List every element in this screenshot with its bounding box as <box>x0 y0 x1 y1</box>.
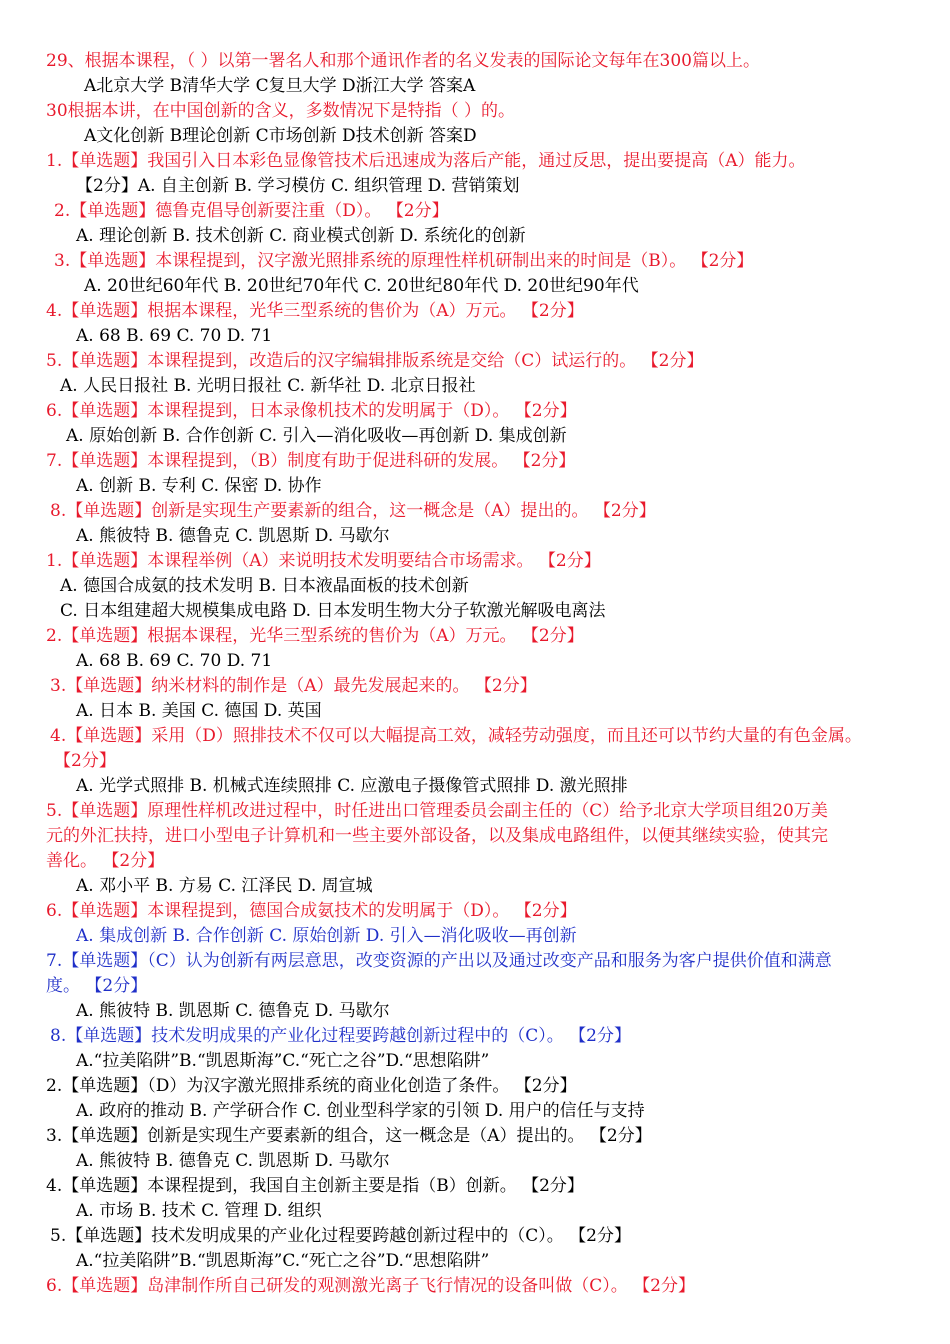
question-line: 4.【单选题】根据本课程，光华三型系统的售价为（A）万元。 【2分】 <box>46 301 584 321</box>
options-line: C. 日本组建超大规模集成电路 D. 日本发明生物大分子软激光解吸电离法 <box>60 601 606 621</box>
question-line: 2.【单选题】（D）为汉字激光照排系统的商业化创造了条件。 【2分】 <box>46 1076 577 1096</box>
question-line: 8.【单选题】技术发明成果的产业化过程要跨越创新过程中的（C）。 【2分】 <box>50 1026 631 1046</box>
question-line: 元的外汇扶持，进口小型电子计算机和一些主要外部设备，以及集成电路组件，以便其继续实验，使其完 <box>46 826 828 846</box>
options-line: A. 市场 B. 技术 C. 管理 D. 组织 <box>76 1201 322 1221</box>
options-line: A. 日本 B. 美国 C. 德国 D. 英国 <box>76 701 322 721</box>
question-line: 3.【单选题】创新是实现生产要素新的组合，这一概念是（A）提出的。 【2分】 <box>46 1126 652 1146</box>
question-line: 4.【单选题】本课程提到，我国自主创新主要是指（B）创新。 【2分】 <box>46 1176 584 1196</box>
options-line: A. 创新 B. 专利 C. 保密 D. 协作 <box>76 476 322 496</box>
question-line: 6.【单选题】岛津制作所自己研发的观测激光离子飞行情况的设备叫做（C）。 【2分】 <box>46 1276 695 1296</box>
question-line: 5.【单选题】本课程提到，改造后的汉字编辑排版系统是交给（C）试运行的。 【2分】 <box>46 351 704 371</box>
question-line: 5.【单选题】技术发明成果的产业化过程要跨越创新过程中的（C）。 【2分】 <box>50 1226 631 1246</box>
options-line: A. 20世纪60年代 B. 20世纪70年代 C. 20世纪80年代 D. 20世纪90年代 <box>84 276 639 296</box>
question-line: 7.【单选题】（C）认为创新有两层意思，改变资源的产出以及通过改变产品和服务为客户提供价值和满意 <box>46 951 832 971</box>
question-line: 度。 【2分】 <box>46 976 148 996</box>
options-line: A.“拉美陷阱”B.“凯恩斯海”C.“死亡之谷”D.“思想陷阱” <box>76 1051 490 1071</box>
question-line: 1.【单选题】我国引入日本彩色显像管技术后迅速成为落后产能，通过反思，提出要提高（A）能力。 <box>46 151 806 171</box>
question-line: 3.【单选题】纳米材料的制作是（A）最先发展起来的。 【2分】 <box>50 676 537 696</box>
question-line: 29、根据本课程，（ ）以第一署名人和那个通讯作者的名义发表的国际论文每年在300篇以上。 <box>46 51 760 71</box>
options-line: A. 人民日报社 B. 光明日报社 C. 新华社 D. 北京日报社 <box>60 376 476 396</box>
options-line: A. 熊彼特 B. 凯恩斯 C. 德鲁克 D. 马歇尔 <box>76 1001 390 1021</box>
options-line: A.“拉美陷阱”B.“凯恩斯海”C.“死亡之谷”D.“思想陷阱” <box>76 1251 490 1271</box>
options-line: A. 熊彼特 B. 德鲁克 C. 凯恩斯 D. 马歇尔 <box>76 526 390 546</box>
question-line: 3.【单选题】本课程提到，汉字激光照排系统的原理性样机研制出来的时间是（B）。 【2分】 <box>54 251 754 271</box>
options-line: A. 原始创新 B. 合作创新 C. 引入—消化吸收—再创新 D. 集成创新 <box>66 426 567 446</box>
question-line: 善化。 【2分】 <box>46 851 165 871</box>
question-line: 5.【单选题】原理性样机改进过程中，时任进出口管理委员会副主任的（C）给予北京大学项目组20万美 <box>46 801 828 821</box>
question-line: 30根据本讲，在中国创新的含义，多数情况下是特指（ ）的。 <box>46 101 516 121</box>
question-line: 6.【单选题】本课程提到，日本录像机技术的发明属于（D）。 【2分】 <box>46 401 577 421</box>
question-line: 6.【单选题】本课程提到，德国合成氨技术的发明属于（D）。 【2分】 <box>46 901 577 921</box>
options-line: A. 集成创新 B. 合作创新 C. 原始创新 D. 引入—消化吸收—再创新 <box>76 926 577 946</box>
score-line: 【2分】 <box>54 751 116 771</box>
question-line: 4.【单选题】采用（D）照排技术不仅可以大幅提高工效，减轻劳动强度，而且还可以节约大量的有色金属。 <box>50 726 862 746</box>
question-line: 7.【单选题】本课程提到，（B）制度有助于促进科研的发展。 【2分】 <box>46 451 576 471</box>
options-line: A. 邓小平 B. 方易 C. 江泽民 D. 周宣城 <box>76 876 373 896</box>
options-line: A文化创新 B理论创新 C市场创新 D技术创新 答案D <box>84 126 477 146</box>
question-line: 2.【单选题】德鲁克倡导创新要注重（D）。 【2分】 <box>54 201 449 221</box>
options-line: A. 68 B. 69 C. 70 D. 71 <box>76 651 273 671</box>
options-line: A. 政府的推动 B. 产学研合作 C. 创业型科学家的引领 D. 用户的信任与支持 <box>76 1101 645 1121</box>
question-line: 1.【单选题】本课程举例（A）来说明技术发明要结合市场需求。 【2分】 <box>46 551 601 571</box>
options-line: A. 光学式照排 B. 机械式连续照排 C. 应激电子摄像管式照排 D. 激光照排 <box>76 776 628 796</box>
options-line: A北京大学 B清华大学 C复旦大学 D浙江大学 答案A <box>84 76 476 96</box>
options-line: 【2分】A. 自主创新 B. 学习模仿 C. 组织管理 D. 营销策划 <box>76 176 520 196</box>
question-line: 2.【单选题】根据本课程，光华三型系统的售价为（A）万元。 【2分】 <box>46 626 584 646</box>
options-line: A. 理论创新 B. 技术创新 C. 商业模式创新 D. 系统化的创新 <box>76 226 526 246</box>
options-line: A. 68 B. 69 C. 70 D. 71 <box>76 326 273 346</box>
options-line: A. 德国合成氨的技术发明 B. 日本液晶面板的技术创新 <box>60 576 469 596</box>
question-line: 8.【单选题】创新是实现生产要素新的组合，这一概念是（A）提出的。 【2分】 <box>50 501 656 521</box>
options-line: A. 熊彼特 B. 德鲁克 C. 凯恩斯 D. 马歇尔 <box>76 1151 390 1171</box>
